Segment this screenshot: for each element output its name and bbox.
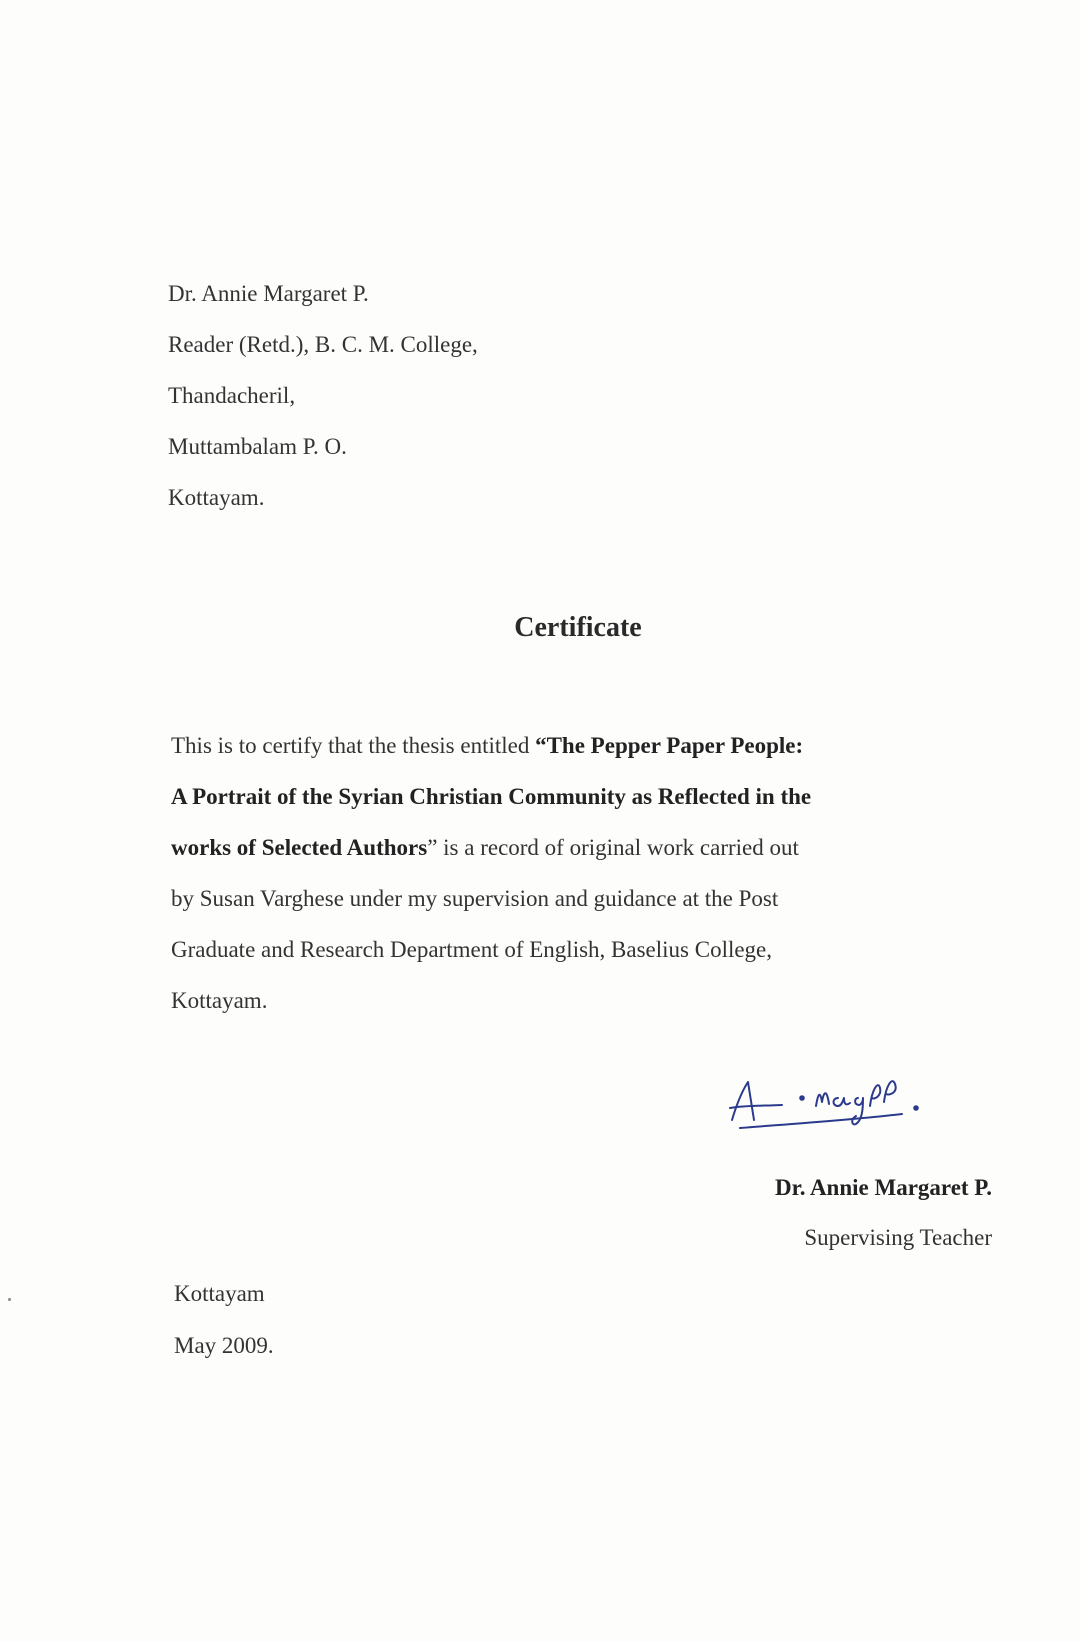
body-after-title: ” is a record of original work carried out bbox=[427, 835, 799, 860]
signature-stroke-m bbox=[816, 1093, 829, 1106]
document-title: Certificate bbox=[514, 612, 642, 643]
signatory-role: Supervising Teacher bbox=[804, 1225, 992, 1250]
signature-stroke-p2 bbox=[884, 1081, 896, 1102]
address-line-locality: Thandacheril, bbox=[168, 383, 296, 408]
certificate-body bbox=[171, 720, 991, 1026]
thesis-title-part-1: “The Pepper Paper People: bbox=[535, 733, 804, 758]
body-line-2 bbox=[171, 771, 991, 822]
body-line-5: Graduate and Research Department of English, Baselius College, bbox=[171, 937, 773, 962]
body-line-1 bbox=[171, 720, 991, 771]
sender-address bbox=[168, 268, 478, 523]
body-line-6: Kottayam. bbox=[171, 988, 268, 1013]
signature-dot bbox=[800, 1096, 804, 1100]
thesis-title-part-2: A Portrait of the Syrian Christian Community as Reflected in the bbox=[171, 784, 812, 809]
signature-stroke-a bbox=[732, 1082, 754, 1120]
address-line-name: Dr. Annie Margaret P. bbox=[168, 281, 369, 306]
signature-period bbox=[914, 1106, 918, 1110]
signature-stroke-p1 bbox=[870, 1085, 880, 1106]
scan-speck bbox=[8, 1298, 11, 1301]
signature-stroke-a2 bbox=[834, 1098, 851, 1106]
handwritten-signature bbox=[720, 1050, 960, 1140]
address-line-post-office: Muttambalam P. O. bbox=[168, 434, 347, 459]
place: Kottayam bbox=[174, 1281, 265, 1306]
address-line-position: Reader (Retd.), B. C. M. College, bbox=[168, 332, 478, 357]
signature-stroke-g bbox=[852, 1098, 863, 1124]
date: May 2009. bbox=[174, 1333, 274, 1358]
place-and-date bbox=[174, 1268, 274, 1372]
body-intro: This is to certify that the thesis entitled bbox=[171, 733, 536, 758]
signatory-name: Dr. Annie Margaret P. bbox=[775, 1175, 992, 1200]
body-line-3 bbox=[171, 822, 991, 873]
signature-underline bbox=[740, 1114, 902, 1128]
thesis-title-part-3: works of Selected Authors bbox=[171, 835, 428, 860]
address-line-city: Kottayam. bbox=[168, 485, 265, 510]
signatory-block bbox=[775, 1163, 992, 1263]
body-line-4: by Susan Varghese under my supervision and guidance at the Post bbox=[171, 886, 779, 911]
